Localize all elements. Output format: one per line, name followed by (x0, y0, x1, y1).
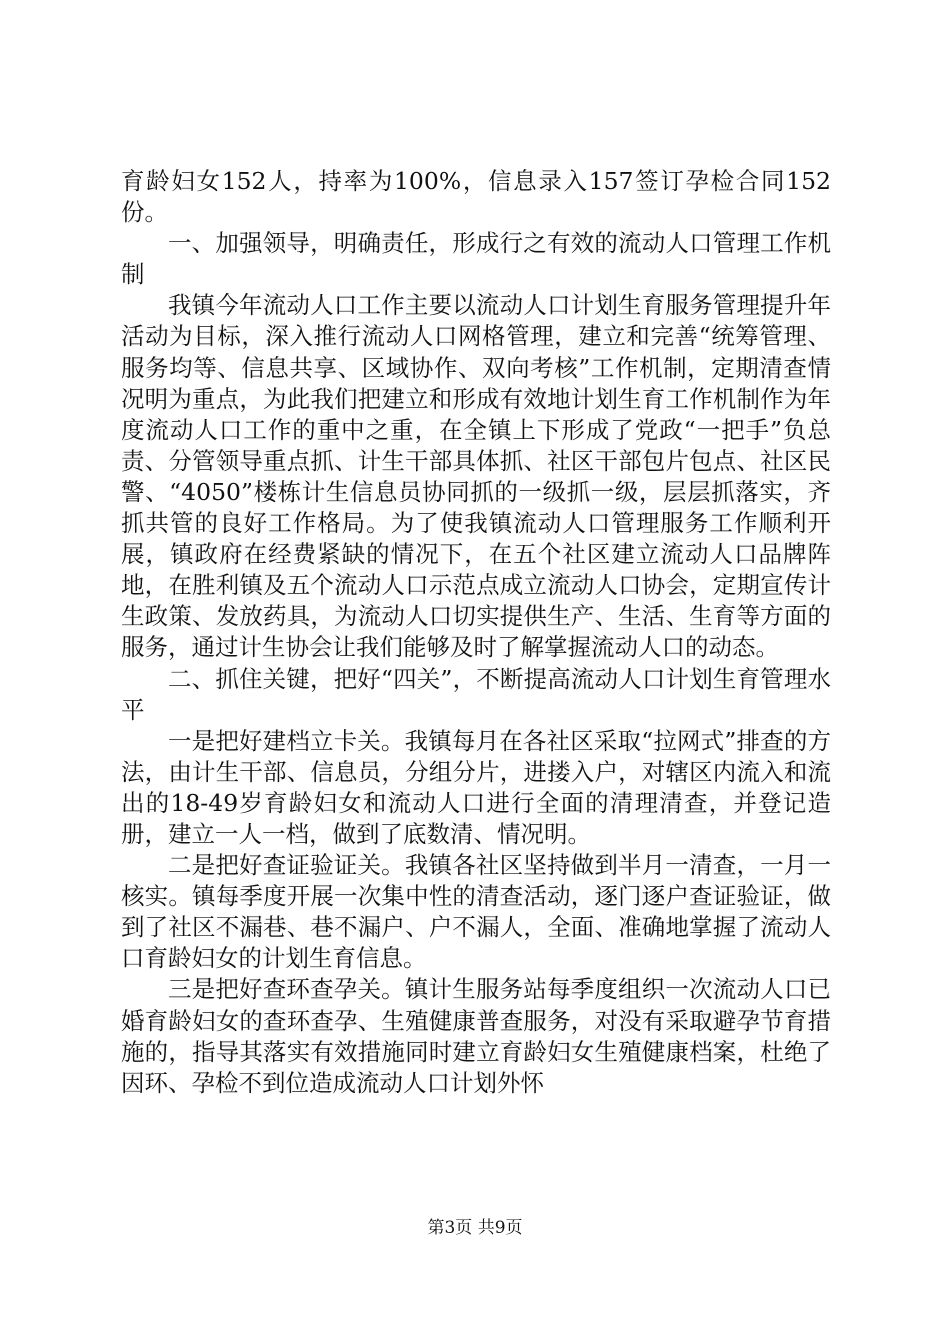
page-number-footer: 第3页 共9页 (427, 1218, 523, 1238)
heading-section-2: 二、抓住关键，把好“四关”，不断提高流动人口计划生育管理水平 (121, 664, 831, 724)
paragraph-4: 二是把好查证验证关。我镇各社区坚持做到半月一清查，一月一核实。镇每季度开展一次集中性的清查活动，逐门逐户查证验证，做到了社区不漏巷、巷不漏户、户不漏人，全面、准确地掌握了流动人口育龄妇女的计划生育信息。 (121, 851, 831, 973)
paragraph-1: 育龄妇女152人，持率为100%，信息录入157签订孕检合同152份。 (121, 167, 831, 227)
paragraph-2: 我镇今年流动人口工作主要以流动人口计划生育服务管理提升年活动为目标，深入推行流动人口网格管理，建立和完善“统筹管理、服务均等、信息共享、区域协作、双向考核”工作机制，定期清查情况明为重点，为此我们把建立和形成有效地计划生育工作机制作为年度流动人口工作的重中之重，在全镇上下形成了党政“一把手”负总责、分管领导重点抓、计生干部具体抓、社区干部包片包点、社区民警、“4050”楼栋计生信息员协同抓的一级抓一级，层层抓落实，齐抓共管的良好工作格局。为了使我镇流动人口管理服务工作顺利开展，镇政府在经费紧缺的情况下，在五个社区建立流动人口品牌阵地，在胜利镇及五个流动人口示范点成立流动人口协会，定期宣传计生政策、发放药具，为流动人口切实提供生产、生活、生育等方面的服务，通过计生协会让我们能够及时了解掌握流动人口的动态。 (121, 291, 831, 662)
heading-section-1: 一、加强领导，明确责任，形成行之有效的流动人口管理工作机制 (121, 229, 831, 289)
document-body (121, 166, 831, 1099)
paragraph-3: 一是把好建档立卡关。我镇每月在各社区采取“拉网式”排查的方法，由计生干部、信息员，分组分片，进搂入户，对辖区内流入和流出的18-49岁育龄妇女和流动人口进行全面的清理清查，并登记造册，建立一人一档，做到了底数清、情况明。 (121, 726, 831, 848)
paragraph-5: 三是把好查环查孕关。镇计生服务站每季度组织一次流动人口已婚育龄妇女的查环查孕、生殖健康普查服务，对没有采取避孕节育措施的，指导其落实有效措施同时建立育龄妇女生殖健康档案，杜绝了因环、孕检不到位造成流动人口计划外怀 (121, 975, 831, 1097)
